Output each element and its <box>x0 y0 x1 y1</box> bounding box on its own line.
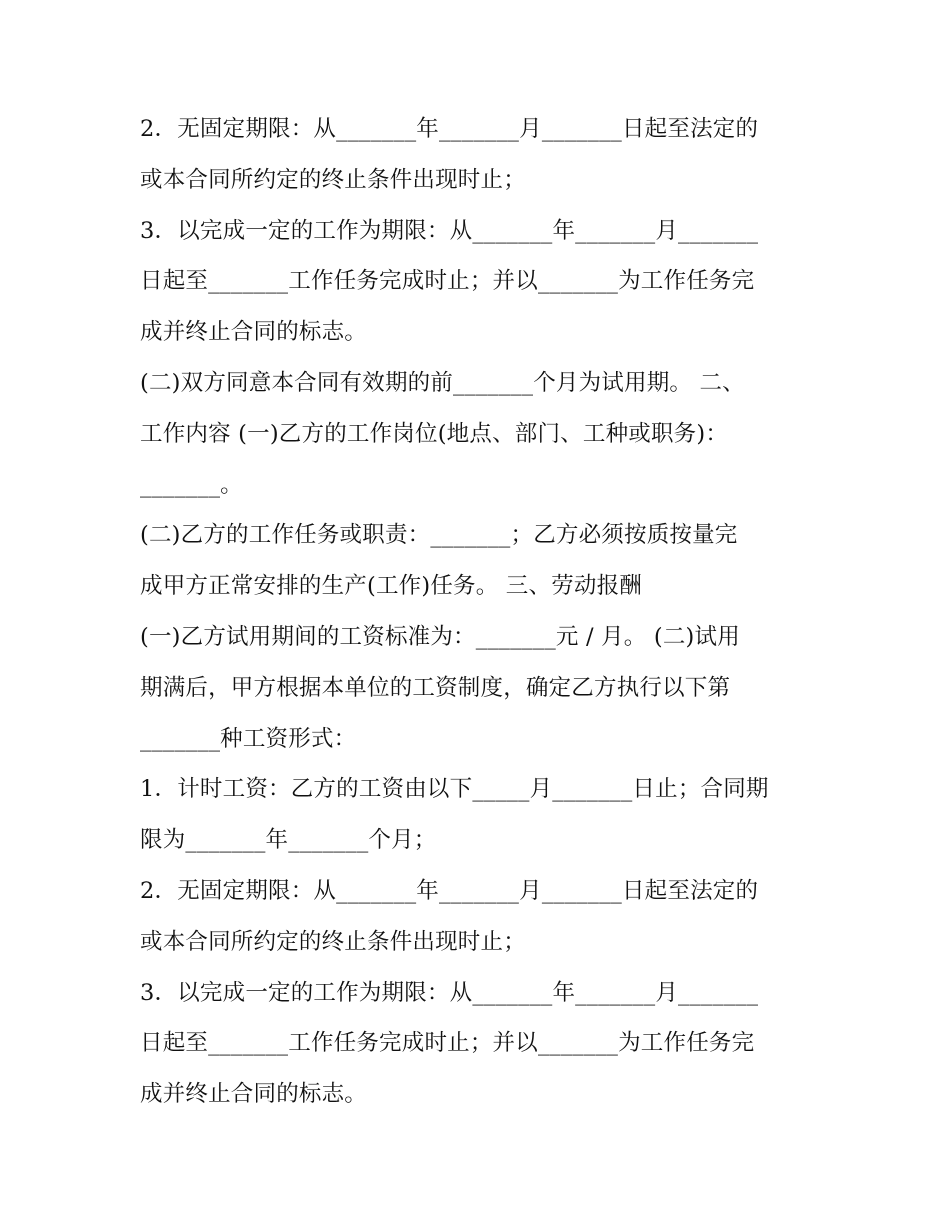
contract-body <box>140 104 830 1120</box>
text-line: 期满后，甲方根据本单位的工资制度，确定乙方执行以下第 <box>140 674 731 701</box>
text-line: 限为_______年_______个月； <box>140 827 437 854</box>
text-line: 3．以完成一定的工作为期限：从_______年_______月_______ <box>140 979 759 1006</box>
text-line: 成并终止合同的标志。 <box>140 1081 368 1108</box>
text-line: 日起至_______工作任务完成时止；并以_______为工作任务完 <box>140 268 755 295</box>
text-line: _______种工资形式： <box>140 725 357 752</box>
text-line: 2．无固定期限：从_______年_______月_______日起至法定的 <box>140 877 759 904</box>
text-line: 2．无固定期限：从_______年_______月_______日起至法定的 <box>140 116 759 142</box>
text-line: (二)乙方的工作任务或职责：_______；乙方必须按质按量完 <box>140 522 738 549</box>
text-line: 1．计时工资：乙方的工资由以下_____月_______日止；合同期 <box>140 776 769 803</box>
text-line: 或本合同所约定的终止条件出现时止； <box>140 166 526 193</box>
text-line: (一)乙方试用期间的工资标准为：_______元 / 月。 (二)试用 <box>140 623 740 650</box>
text-line: 成甲方正常安排的生产(工作)任务。 三、劳动报酬 <box>140 573 643 600</box>
text-line: 工作内容 (一)乙方的工作岗位(地点、部门、工种或职务)： <box>140 420 729 447</box>
text-line: 日起至_______工作任务完成时止；并以_______为工作任务完 <box>140 1030 755 1057</box>
text-line: (二)双方同意本合同有效期的前_______个月为试用期。 二、 <box>140 369 745 396</box>
text-line: 3．以完成一定的工作为期限：从_______年_______月_______ <box>140 217 759 244</box>
text-line: 或本合同所约定的终止条件出现时止； <box>140 928 526 955</box>
text-line: 成并终止合同的标志。 <box>140 319 368 346</box>
text-line: _______。 <box>140 471 243 498</box>
